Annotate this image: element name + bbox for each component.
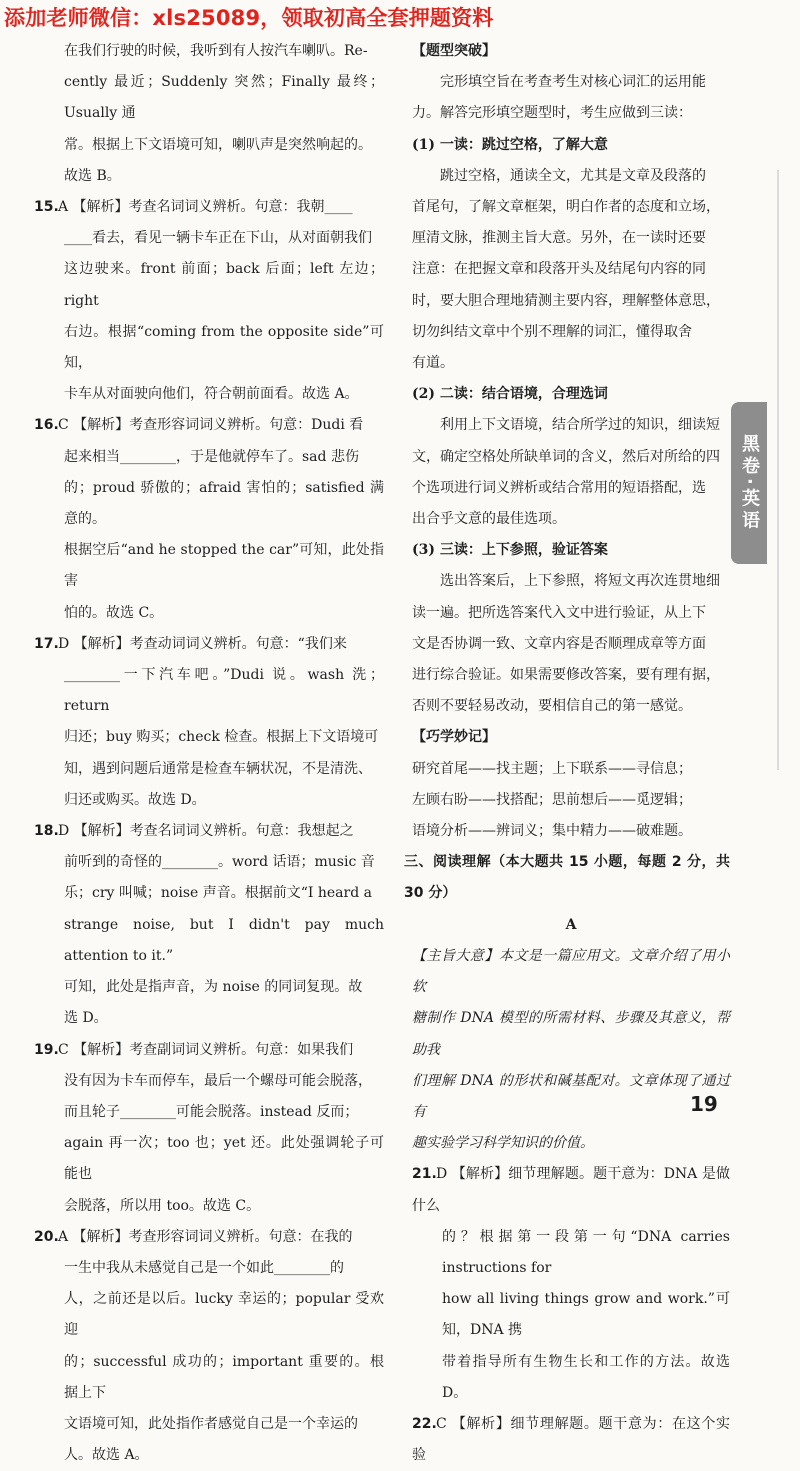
left-column [34, 36, 384, 1471]
step3-line: 选出答案后，上下参照，将短文再次连贯地细 [440, 573, 720, 590]
answer-line: 怕的。故选 C。 [64, 604, 164, 621]
answer-line: again 再一次；too 也；yet 还。此处强调轮子可能也 [64, 1135, 384, 1183]
answer-first-line: C 【解析】考查副词词义辨析。句意：如果我们 [58, 1041, 354, 1058]
answer-line: 右边。根据“coming from the opposite side”可知， [64, 323, 384, 372]
step2-line: 出合乎文意的最佳选项。 [412, 511, 566, 528]
answer-first-line: A 【解析】考查名词词义辨析。句意：我朝____ [58, 199, 353, 216]
answer-line: 人，之前还是以后。lucky 幸运的；popular 受欢迎 [64, 1291, 384, 1339]
answer-line: 归还或购买。故选 D。 [64, 791, 206, 808]
answer-line: 乐；cry 叫喊；noise 声音。根据前文“I heard a [64, 885, 372, 902]
answer-line: 归还；buy 购买；check 检查。根据上下文语境可 [64, 729, 379, 746]
intro-line: 力。解答完形填空题型时，考生应做到三读： [412, 105, 692, 122]
tuxing-title: 【题型突破】 [412, 43, 496, 59]
answer-line: 带着指导所有生物生长和工作的方法。故选 D。 [442, 1353, 730, 1401]
answer-line: 的；successful 成功的；important 重要的。根据上下 [64, 1353, 384, 1401]
main-idea-line: 【主旨大意】本文是一篇应用文。文章介绍了用小软 [412, 947, 730, 996]
answer-item-18 [34, 816, 384, 1034]
question-number: 22. [412, 1415, 437, 1432]
contact-banner: 添加老师微信：xls25089，领取初高全套押题资料 [4, 6, 494, 30]
answer-first-line: D 【解析】考查名词词义辨析。句意：我想起之 [58, 823, 354, 840]
continuation-line: cently 最近；Suddenly 突然；Finally 最终；Usually 通 [64, 74, 384, 122]
answer-line: 知，遇到问题后通常是检查车辆状况，不是清洗、 [64, 760, 372, 777]
main-idea-line: 趣实验学习科学知识的价值。 [412, 1135, 594, 1152]
answer-line: 起来相当________，于是他就停车了。sad 悲伤 [64, 448, 359, 465]
question-number: 15. [34, 199, 59, 216]
step1-line: 跳过空格，通读全文，尤其是文章及段落的 [440, 167, 706, 184]
page-number: 19 [690, 1092, 718, 1116]
answer-item-16 [34, 410, 384, 628]
answer-first-line: D 【解析】考查动词词义辨析。句意：“我们来 [58, 635, 347, 652]
step2-line: 个选项进行词义辨析或结合常用的短语搭配，选 [412, 479, 706, 496]
qiaoxue-title: 【巧学妙记】 [412, 729, 496, 746]
question-number: 16. [34, 417, 59, 434]
step1-line: 有道。 [412, 355, 454, 372]
passage-label: A [565, 916, 577, 933]
answer-first-line: C 【解析】考查形容词词义辨析。句意：Dudi 看 [58, 417, 364, 434]
answer-line: ________一下汽车吧。”Dudi 说。wash 洗；return [64, 667, 384, 715]
step1-title: (1) 一读：跳过空格，了解大意 [412, 136, 608, 153]
answer-line: 这边驶来。front 前面；back 后面；left 左边；right [64, 261, 384, 309]
qiaoxue-line: 语境分析——辨词义；集中精力——破难题。 [412, 823, 692, 840]
side-tab-label: 黑卷·英语 [739, 433, 760, 533]
step1-line: 时，要大胆合理地猜测主要内容，理解整体意思， [412, 292, 720, 309]
answer-line: 根据空后“and he stopped the car”可知，此处指害 [64, 542, 384, 590]
step3-title: (3) 三读：上下参照，验证答案 [412, 542, 608, 559]
answer-line: strange noise, but I didn't pay much attention to it.” [64, 916, 384, 964]
step3-line: 文是否协调一致、文章内容是否顺理成章等方面 [412, 635, 706, 652]
answer-line: 一生中我从未感觉自己是一个如此________的 [64, 1259, 344, 1276]
continuation-line: 故选 B。 [64, 167, 121, 184]
step2-line: 文，确定空格处所缺单词的含义，然后对所给的四 [412, 448, 720, 465]
answer-item-17 [34, 629, 384, 816]
question-number: 20. [34, 1228, 59, 1245]
step2-title: (2) 二读：结合语境，合理选词 [412, 386, 608, 403]
question-number: 21. [412, 1166, 437, 1183]
step3-line: 读一遍。把所选答案代入文中进行验证，从上下 [412, 604, 706, 621]
page-edge-line [777, 170, 779, 770]
question-number: 19. [34, 1041, 59, 1058]
right-column [404, 36, 730, 1471]
answer-line: 没有因为卡车而停车，最后一个螺母可能会脱落， [64, 1072, 372, 1089]
continuation-line: 常。根据上下文语境可知，喇叭声是突然响起的。 [64, 136, 372, 153]
answer-line: 的？根据第一段第一句“DNA carries instructions for [442, 1228, 730, 1276]
answer-first-line: C 【解析】细节理解题。题干意为：在这个实验 [412, 1415, 730, 1464]
step3-line: 否则不要轻易改动，要相信自己的第一感觉。 [412, 698, 692, 715]
question-number: 18. [34, 823, 59, 840]
answer-line: 的；proud 骄傲的；afraid 害怕的；satisfied 满意的。 [64, 479, 384, 528]
answer-item-15 [34, 192, 384, 410]
answer-item-20 [34, 1222, 384, 1471]
section-three-heading: 三、阅读理解（本大题共 15 小题，每题 2 分，共 30 分） [404, 854, 730, 902]
continuation-line: 在我们行驶的时候，我听到有人按汽车喇叭。Re- [64, 43, 368, 59]
step1-line: 厘清文脉，推测主旨大意。另外，在一读时还要 [412, 230, 706, 247]
step1-line: 切勿纠结文章中个别不理解的词汇，懂得取舍 [412, 323, 692, 340]
answer-line: 文语境可知，此处指作者感觉自己是一个幸运的 [64, 1415, 358, 1432]
qiaoxue-line: 研究首尾——找主题；上下联系——寻信息； [412, 760, 692, 777]
step2-line: 利用上下文语境，结合所学过的知识，细读短 [440, 417, 720, 434]
answer-line: 而且轮子________可能会脱落。instead 反而； [64, 1103, 359, 1120]
intro-line: 完形填空旨在考查考生对核心词汇的运用能 [440, 74, 706, 91]
answer-line: 可知，此处是指声音，为 noise 的同词复现。故 [64, 979, 363, 996]
answer-line: 前听到的奇怪的________。word 话语；music 音 [64, 854, 375, 871]
answer-line: how all living things grow and work.”可知，DNA 携 [442, 1291, 730, 1339]
step1-line: 首尾句，了解文章框架，明白作者的态度和立场， [412, 199, 720, 216]
answer-first-line: D 【解析】细节理解题。题干意为：DNA 是做什么 [412, 1166, 730, 1214]
qiaoxue-line: 左顾右盼——找搭配；思前想后——觅逻辑； [412, 791, 692, 808]
answer-line: 会脱落，所以用 too。故选 C。 [64, 1197, 261, 1214]
subject-side-tab [731, 402, 767, 564]
main-idea-line: 糖制作 DNA 模型的所需材料、步骤及其意义，帮助我 [412, 1010, 730, 1058]
answer-item-19 [34, 1035, 384, 1222]
step3-line: 进行综合验证。如果需要修改答案，要有理有据， [412, 667, 720, 684]
answer-line: ____看去，看见一辆卡车正在下山，从对面朝我们 [64, 230, 372, 247]
answer-line: 卡车从对面驶向他们，符合朝前面看。故选 A。 [64, 386, 359, 403]
main-idea-line: 们理解 DNA 的形状和碱基配对。文章体现了通过有 [412, 1072, 730, 1120]
answer-line: 人。故选 A。 [64, 1447, 149, 1464]
answer-first-line: A 【解析】考查形容词词义辨析。句意：在我的 [58, 1228, 353, 1245]
question-number: 17. [34, 635, 59, 652]
answer-line: 选 D。 [64, 1010, 108, 1027]
step1-line: 注意：在把握文章和段落开头及结尾句内容的同 [412, 261, 706, 278]
